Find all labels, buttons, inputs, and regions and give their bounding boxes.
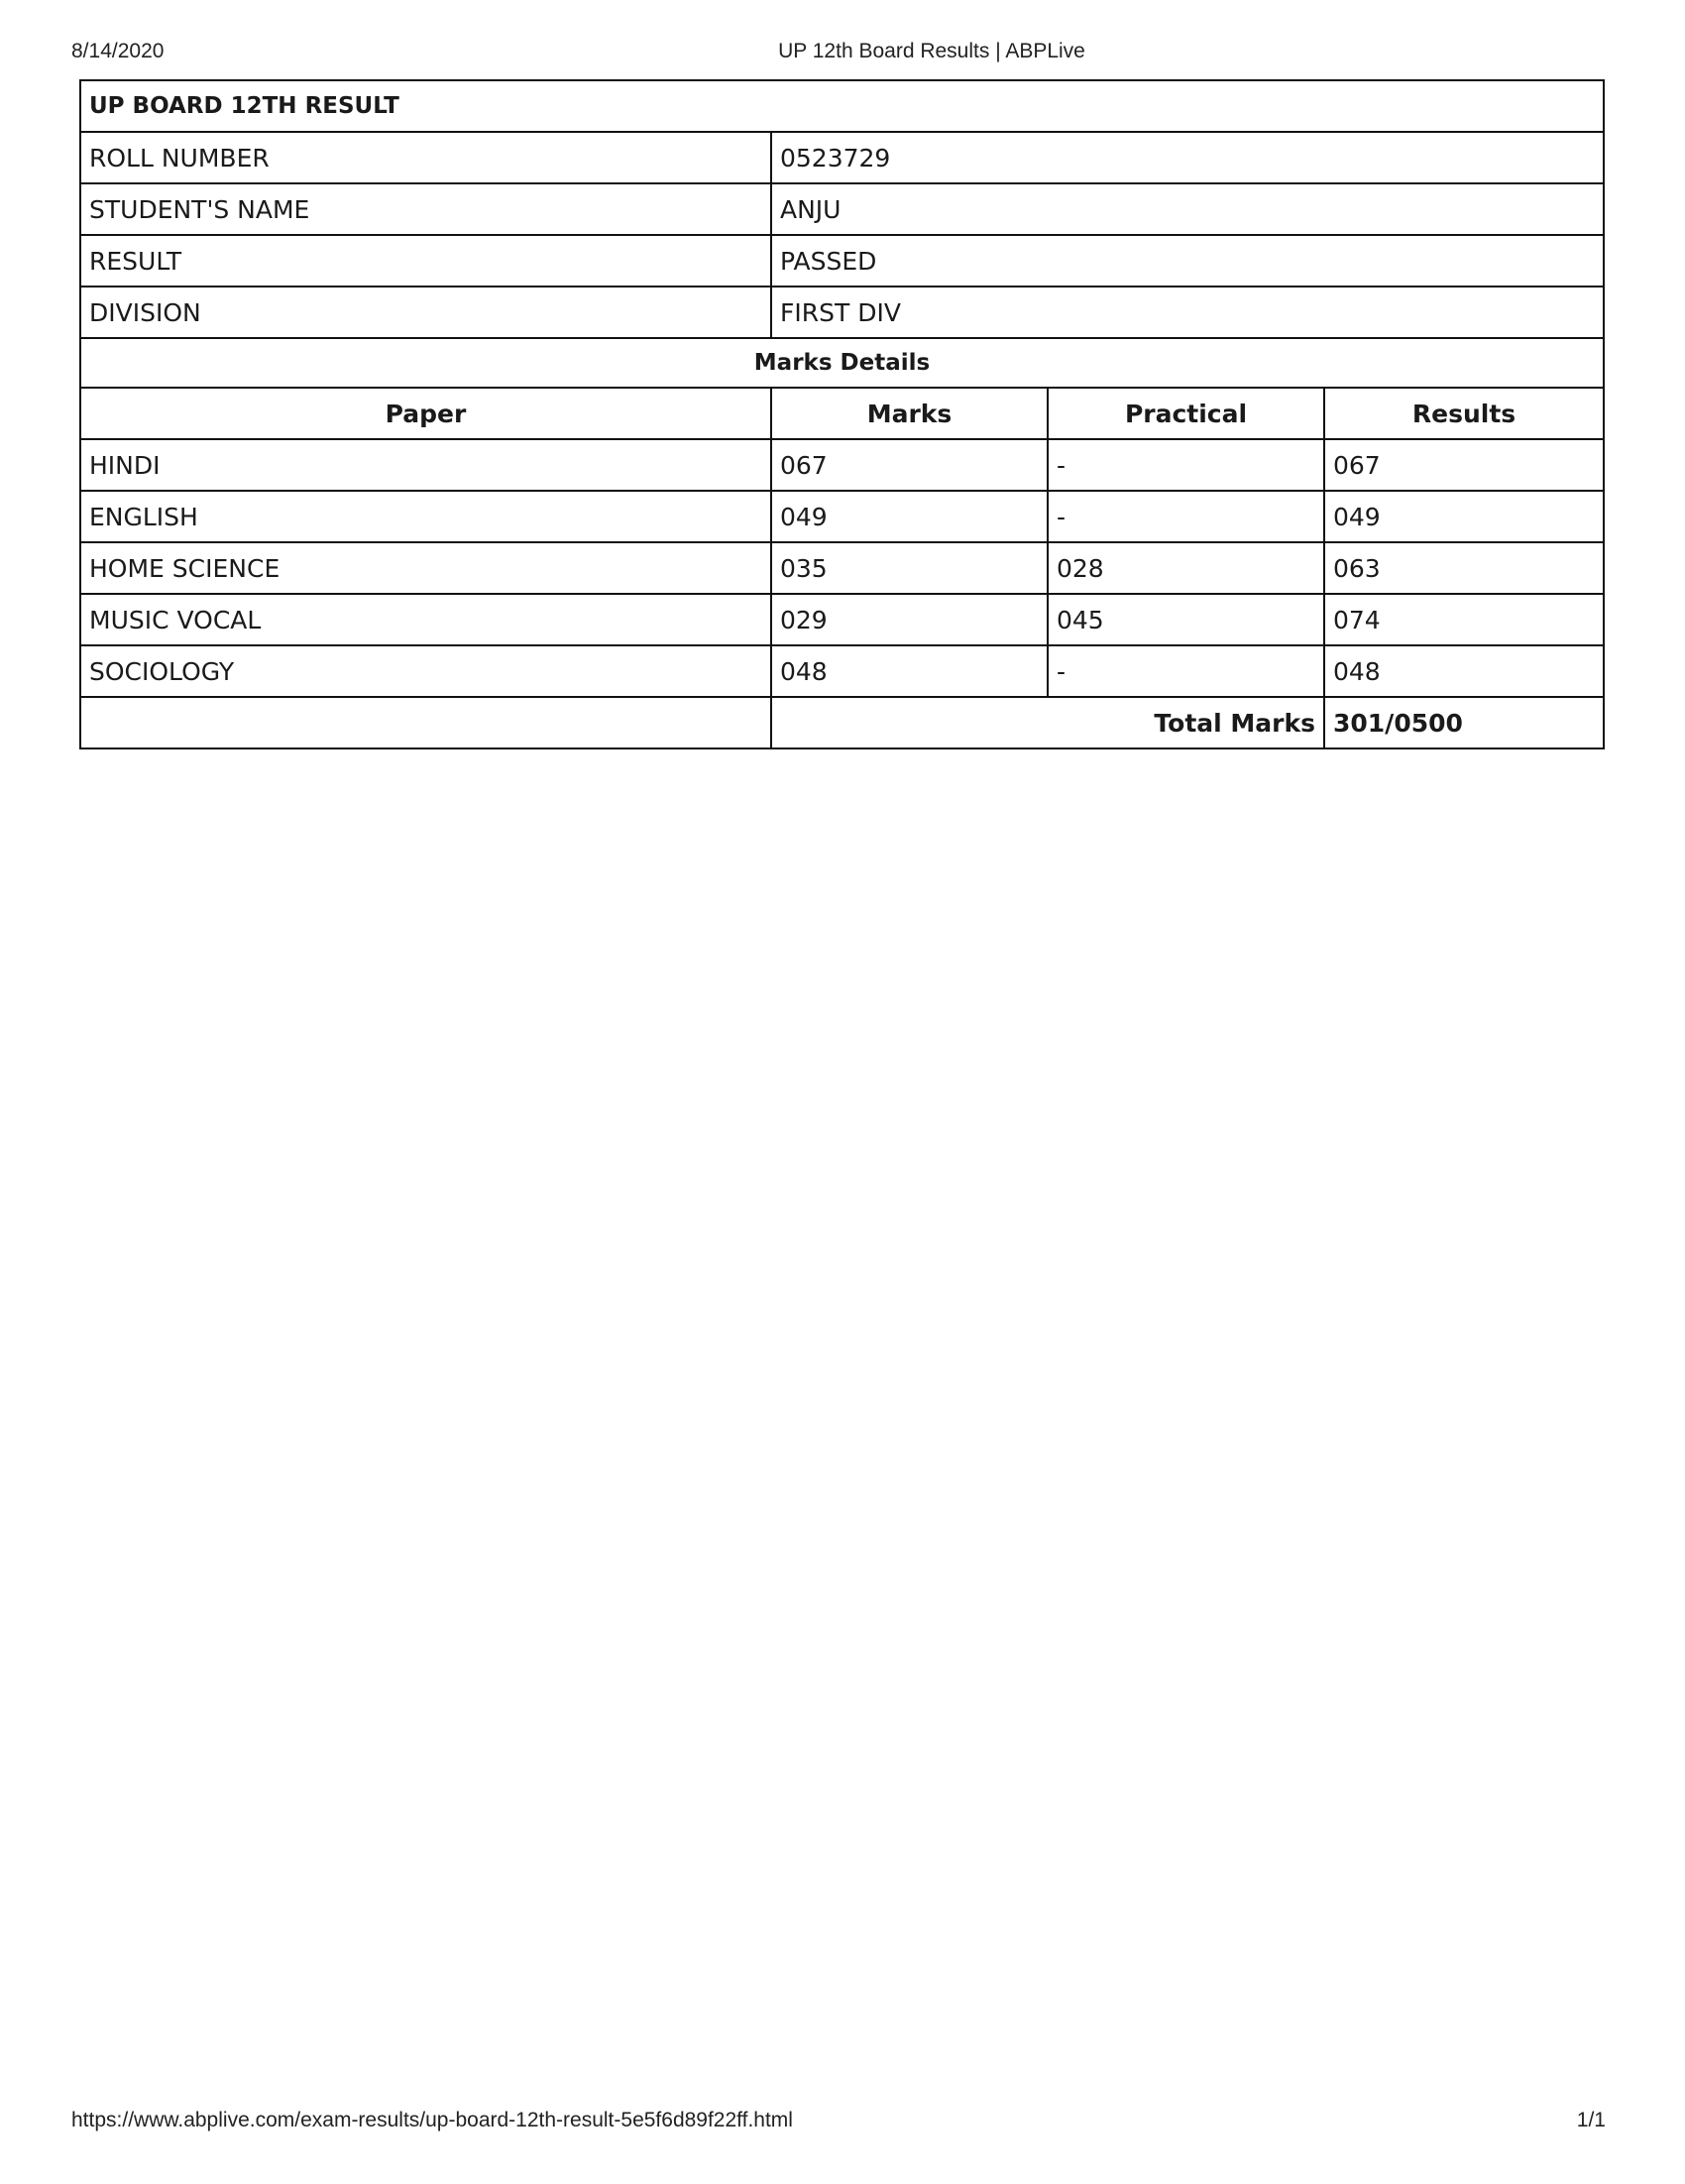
practical-cell: 028 [1048,542,1324,594]
marks-cell: 049 [771,491,1048,542]
info-label: RESULT [80,235,771,287]
practical-cell: 045 [1048,594,1324,645]
marks-details-heading: Marks Details [80,338,1604,388]
column-header-paper: Paper [80,388,771,439]
paper-cell: HOME SCIENCE [80,542,771,594]
total-marks-label: Total Marks [771,697,1324,748]
info-value: 0523729 [771,132,1604,183]
table-row [80,439,1604,491]
paper-cell: ENGLISH [80,491,771,542]
info-row-result [80,235,1604,287]
column-header-results: Results [1324,388,1604,439]
results-cell: 048 [1324,645,1604,697]
marks-cell: 048 [771,645,1048,697]
column-header-marks: Marks [771,388,1048,439]
info-row-division [80,287,1604,338]
result-title-row [80,80,1604,132]
info-value: ANJU [771,183,1604,235]
marks-cell: 029 [771,594,1048,645]
print-page-number: 1/1 [1576,2109,1606,2131]
marks-cell: 067 [771,439,1048,491]
paper-cell: HINDI [80,439,771,491]
table-row [80,542,1604,594]
table-row [80,645,1604,697]
total-marks-value: 301/0500 [1324,697,1604,748]
practical-cell: - [1048,645,1324,697]
print-page-url: https://www.abplive.com/exam-results/up-board-12th-result-5e5f6d89f22ff.html [71,2109,793,2131]
print-date: 8/14/2020 [71,40,165,62]
results-cell: 067 [1324,439,1604,491]
result-table [79,79,1605,749]
column-header-practical: Practical [1048,388,1324,439]
info-label: STUDENT'S NAME [80,183,771,235]
info-label: ROLL NUMBER [80,132,771,183]
result-heading: UP BOARD 12TH RESULT [80,80,1604,132]
marks-header-row [80,388,1604,439]
total-row [80,697,1604,748]
table-row [80,594,1604,645]
marks-cell: 035 [771,542,1048,594]
practical-cell: - [1048,439,1324,491]
info-value: PASSED [771,235,1604,287]
info-row-roll-number [80,132,1604,183]
results-cell: 063 [1324,542,1604,594]
results-cell: 049 [1324,491,1604,542]
total-empty-cell [80,697,771,748]
info-value: FIRST DIV [771,287,1604,338]
table-row [80,491,1604,542]
paper-cell: SOCIOLOGY [80,645,771,697]
marks-section-row [80,338,1604,388]
practical-cell: - [1048,491,1324,542]
info-label: DIVISION [80,287,771,338]
print-page-title: UP 12th Board Results | ABPLive [778,40,1085,62]
results-cell: 074 [1324,594,1604,645]
paper-cell: MUSIC VOCAL [80,594,771,645]
info-row-student-name [80,183,1604,235]
